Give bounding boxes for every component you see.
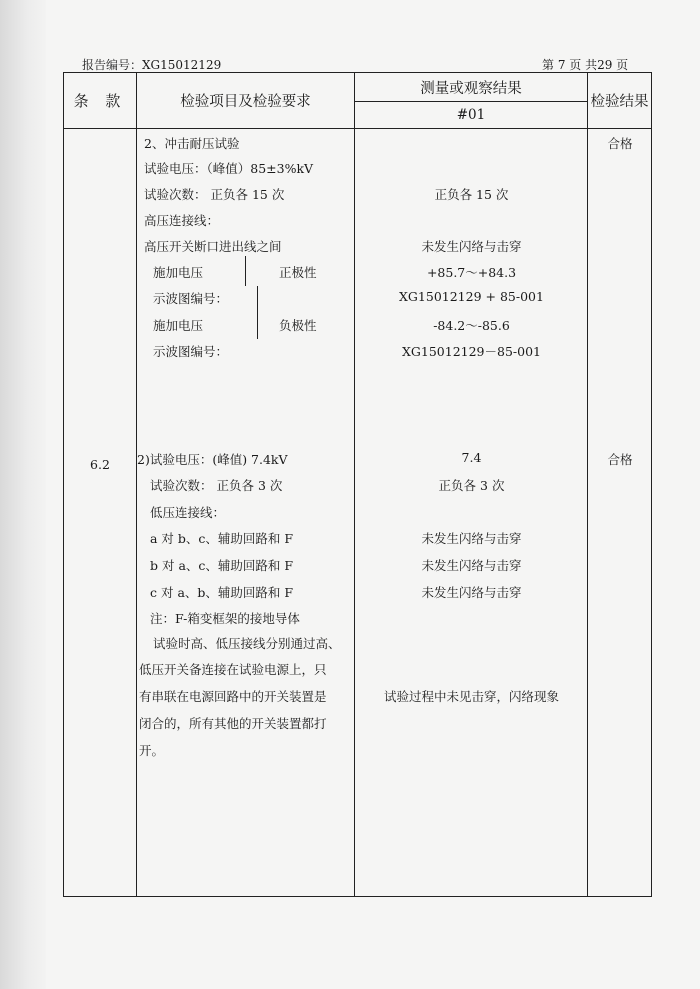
page-edge-shadow bbox=[0, 0, 46, 989]
hv-connection: 高压连接线： bbox=[144, 213, 220, 228]
divider-waveform bbox=[257, 286, 258, 310]
lv-paragraph-4: 闭合的，所有其他的开关装置都打 bbox=[139, 716, 327, 731]
report-number: 报告编号：XG15012129 bbox=[82, 58, 222, 72]
meas-positive-waveform: XG15012129 + 85-001 bbox=[399, 289, 544, 304]
lv-paragraph-3: 有串联在电源回路中的开关装置是 bbox=[139, 689, 327, 704]
divider-negative bbox=[257, 309, 258, 339]
item-column bbox=[137, 129, 355, 897]
applied-voltage-2: 施加电压 bbox=[153, 318, 204, 333]
meas-negative-waveform: XG15012129－85-001 bbox=[402, 344, 541, 359]
lv-conn-b: b 对 a、c、辅助回路和 F bbox=[150, 558, 294, 573]
lv-count: 试验次数： 正负各 3 次 bbox=[150, 478, 283, 493]
impulse-voltage: 试验电压：（峰值）85±3%kV bbox=[144, 161, 314, 176]
header-clause: 条 款 bbox=[64, 73, 137, 129]
clause-column bbox=[64, 129, 137, 897]
page-number: 第 7 页 共29 页 bbox=[542, 58, 629, 72]
meas-lv-b: 未发生闪络与击穿 bbox=[421, 558, 522, 573]
lv-paragraph-5: 开。 bbox=[139, 743, 165, 758]
result-impulse: 合格 bbox=[607, 136, 633, 151]
header-sample: #01 bbox=[355, 102, 588, 129]
clause-6-2: 6.2 bbox=[90, 457, 110, 472]
result-column bbox=[588, 129, 652, 897]
meas-lv-observation: 试验过程中未见击穿，闪络现象 bbox=[383, 689, 559, 704]
divider-positive bbox=[245, 256, 246, 286]
meas-lv-count: 正负各 3 次 bbox=[438, 478, 505, 493]
lv-voltage: 2)试验电压：(峰值) 7.4kV bbox=[137, 452, 288, 467]
header-item: 检验项目及检验要求 bbox=[137, 73, 355, 129]
applied-voltage-1: 施加电压 bbox=[153, 265, 204, 280]
polarity-negative: 负极性 bbox=[279, 318, 317, 333]
measurement-column bbox=[355, 129, 588, 897]
meas-lv-a: 未发生闪络与击穿 bbox=[421, 531, 522, 546]
waveform-no-1: 示波图编号： bbox=[153, 291, 229, 306]
meas-lv-value: 7.4 bbox=[461, 450, 482, 465]
header-measurement: 测量或观察结果 bbox=[355, 73, 588, 102]
result-lv: 合格 bbox=[607, 452, 633, 467]
lv-paragraph-1: 试验时高、低压接线分别通过高、 bbox=[153, 636, 341, 651]
impulse-count: 试验次数： 正负各 15 次 bbox=[144, 187, 285, 202]
hv-between-contacts: 高压开关断口进出线之间 bbox=[144, 239, 282, 254]
waveform-no-2: 示波图编号： bbox=[153, 344, 229, 359]
lv-conn-c: c 对 a、b、辅助回路和 F bbox=[150, 585, 294, 600]
meas-impulse-flash: 未发生闪络与击穿 bbox=[421, 239, 522, 254]
lv-connection: 低压连接线： bbox=[150, 505, 226, 520]
lv-note: 注：F-箱变框架的接地导体 bbox=[150, 611, 300, 626]
meas-negative-range: -84.2～-85.6 bbox=[433, 318, 510, 333]
polarity-positive: 正极性 bbox=[279, 265, 317, 280]
meas-impulse-count: 正负各 15 次 bbox=[434, 187, 509, 202]
meas-positive-range: +85.7～+84.3 bbox=[426, 265, 517, 280]
lv-paragraph-2: 低压开关备连接在试验电源上，只 bbox=[139, 662, 327, 677]
header-result: 检验结果 bbox=[588, 73, 652, 129]
inspection-table bbox=[63, 72, 652, 897]
meas-lv-c: 未发生闪络与击穿 bbox=[421, 585, 522, 600]
impulse-title: 2、冲击耐压试验 bbox=[144, 136, 240, 151]
lv-conn-a: a 对 b、c、辅助回路和 F bbox=[150, 531, 294, 546]
